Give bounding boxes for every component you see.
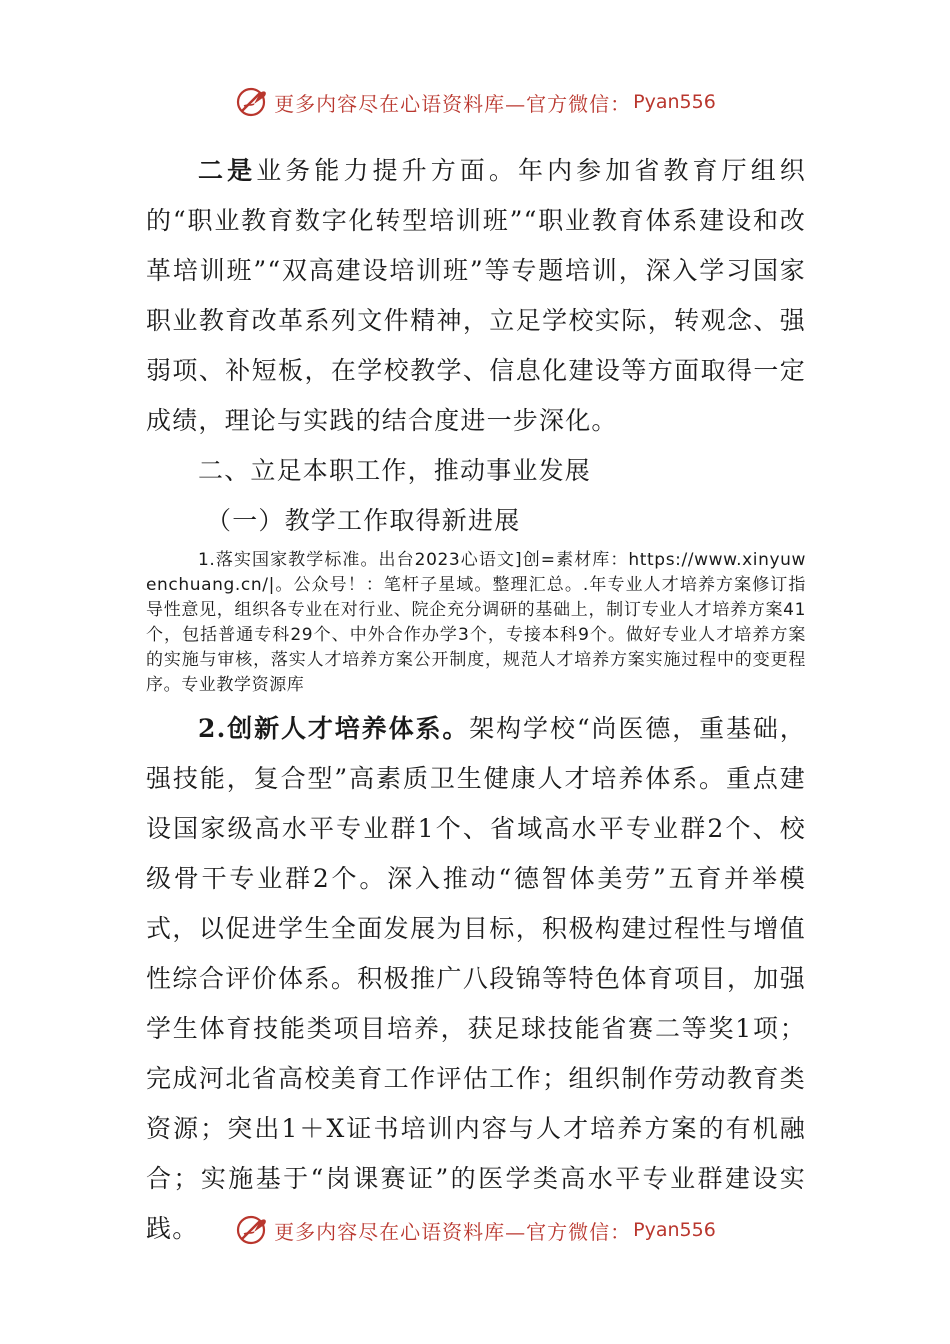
- watermark-text: 更多内容尽在心语资料库—官方微信：: [274, 1219, 632, 1244]
- subsection-heading: （一）教学工作取得新进展: [206, 506, 521, 535]
- document-body: [146, 146, 806, 1254]
- watermark-wechat: Pyan556: [633, 1219, 716, 1241]
- paragraph-text: 架构学校“尚医德，重基础，强技能，复合型”高素质卫生健康人才培养体系。重点建设国家级高水平专业群1个、省域高水平专业群2个、校级骨干专业群2个。深入推动“德智体美劳”五育并举模式，以促进学生全面发展为目标，积极构建过程性与增值性综合评价体系。积极推广八段锦等特色体育项目，加强学生体育技能类项目培养，获足球技能省赛二等奖1项；完成河北省高校美育工作评估工作；组织制作劳动教育类资源；突出1＋X证书培训内容与人才培养方案的有机融合；实施基于“岗课赛证”的医学类高水平专业群建设实践。: [146, 714, 806, 1243]
- paragraph-text: 业务能力提升方面。年内参加省教育厅组织的“职业教育数字化转型培训班”“职业教育体系建设和改革培训班”“双高建设培训班”等专题培训，深入学习国家职业教育改革系列文件精神，立足学校实际，转观念、强弱项、补短板，在学校教学、信息化建设等方面取得一定成绩，理论与实践的结合度进一步深化。: [146, 156, 806, 435]
- section-heading: 二、立足本职工作，推动事业发展: [198, 456, 592, 485]
- bold-lead: 2.创新人才培养体系。: [198, 714, 470, 743]
- watermark-footer: [0, 1212, 950, 1248]
- quill-logo-icon: [234, 1212, 270, 1248]
- paragraph-teaching-standard: 1.落实国家教学标准。出台2023心语文]创=素材库：https://www.xinyuwenchuang.cn/|。公众号！：笔杆子星域。整理汇总。.年专业人才培养方案修订指导性意见，组织各专业在对行业、院企充分调研的基础上，制订专业人才培养方案41个，包括普通专科29个、中外合作办学3个，专接本科9个。做好专业人才培养方案的实施与审核，落实人才培养方案公开制度，规范人才培养方案实施过程中的变更程序。专业教学资源库: [146, 550, 806, 695]
- watermark-header: [0, 84, 950, 120]
- watermark-wechat: Pyan556: [633, 91, 716, 113]
- paragraph-skill-improvement: [146, 146, 806, 446]
- quill-logo-icon: [234, 84, 270, 120]
- bold-lead: 二是: [198, 156, 257, 185]
- watermark-text: 更多内容尽在心语资料库—官方微信：: [274, 91, 632, 116]
- paragraph-talent-system: [146, 704, 806, 1254]
